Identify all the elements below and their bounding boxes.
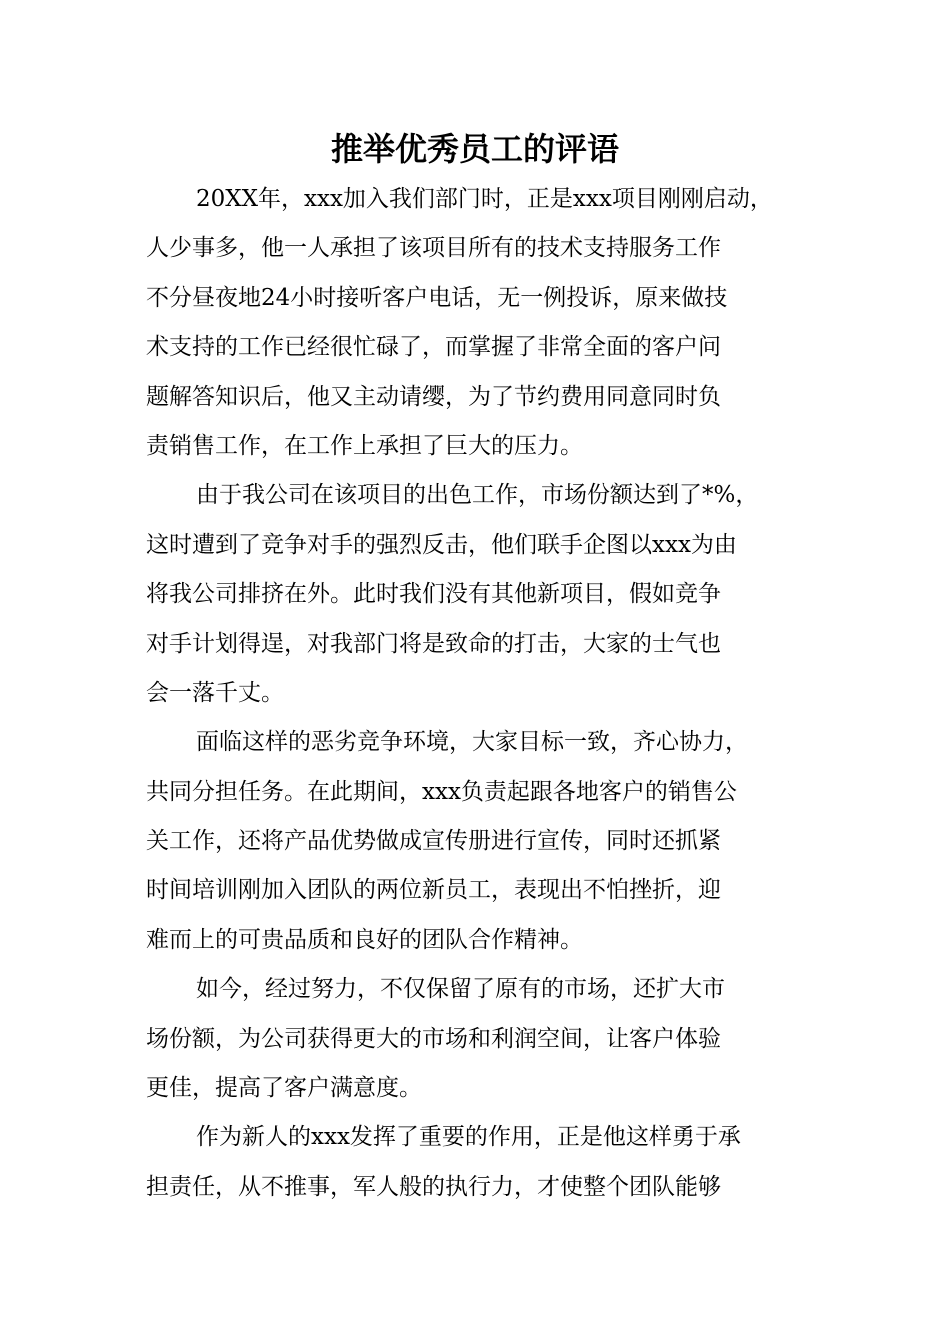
text-line: 将我公司排挤在外。此时我们没有其他新项目，假如竞争 [146,581,721,608]
paragraph [146,965,826,1113]
text-line: 责销售工作，在工作上承担了巨大的压力。 [146,432,583,459]
paragraph [146,1113,826,1212]
text-line: 担责任，从不推事，军人般的执行力，才使整个团队能够 [146,1173,721,1200]
text-line: 对手计划得逞，对我部门将是致命的打击，大家的士气也 [146,630,721,657]
text-line: 会一落千丈。 [146,679,284,706]
paragraph [146,175,826,471]
text-line: 时间培训刚加入团队的两位新员工，表现出不怕挫折，迎 [146,877,721,904]
paragraph [146,718,826,965]
text-line: 题解答知识后，他又主动请缨，为了节约费用同意同时负 [146,383,721,410]
text-line: 更佳，提高了客户满意度。 [146,1075,422,1102]
text-line: 20XX年，xxx加入我们部门时，正是xxx项目刚刚启动， [196,186,773,212]
text-line: 面临这样的恶劣竞争环境，大家目标一致，齐心协力， [196,729,748,756]
text-line: 难而上的可贵品质和良好的团队合作精神。 [146,926,583,953]
text-line: 共同分担任务。在此期间，xxx负责起跟各地客户的销售公 [146,778,737,805]
text-line: 这时遭到了竞争对手的强烈反击，他们联手企图以xxx为由 [146,531,737,558]
text-line: 术支持的工作已经很忙碌了，而掌握了非常全面的客户问 [146,334,721,361]
text-line: 如今，经过努力，不仅保留了原有的市场，还扩大市 [196,976,725,1003]
text-line: 作为新人的xxx发挥了重要的作用，正是他这样勇于承 [196,1124,741,1151]
text-line: 由于我公司在该项目的出色工作，市场份额达到了*%， [196,482,759,509]
page-title: 推举优秀员工的评语 [330,130,619,168]
paragraph [146,471,826,718]
text-line: 不分昼夜地24小时接听客户电话，无一例投诉，原来做技 [146,284,728,311]
text-line: 人少事多，他一人承担了该项目所有的技术支持服务工作 [146,235,721,262]
text-line: 场份额，为公司获得更大的市场和利润空间，让客户体验 [146,1025,721,1052]
document-body [146,175,826,1212]
text-line: 关工作，还将产品优势做成宣传册进行宣传，同时还抓紧 [146,828,721,855]
